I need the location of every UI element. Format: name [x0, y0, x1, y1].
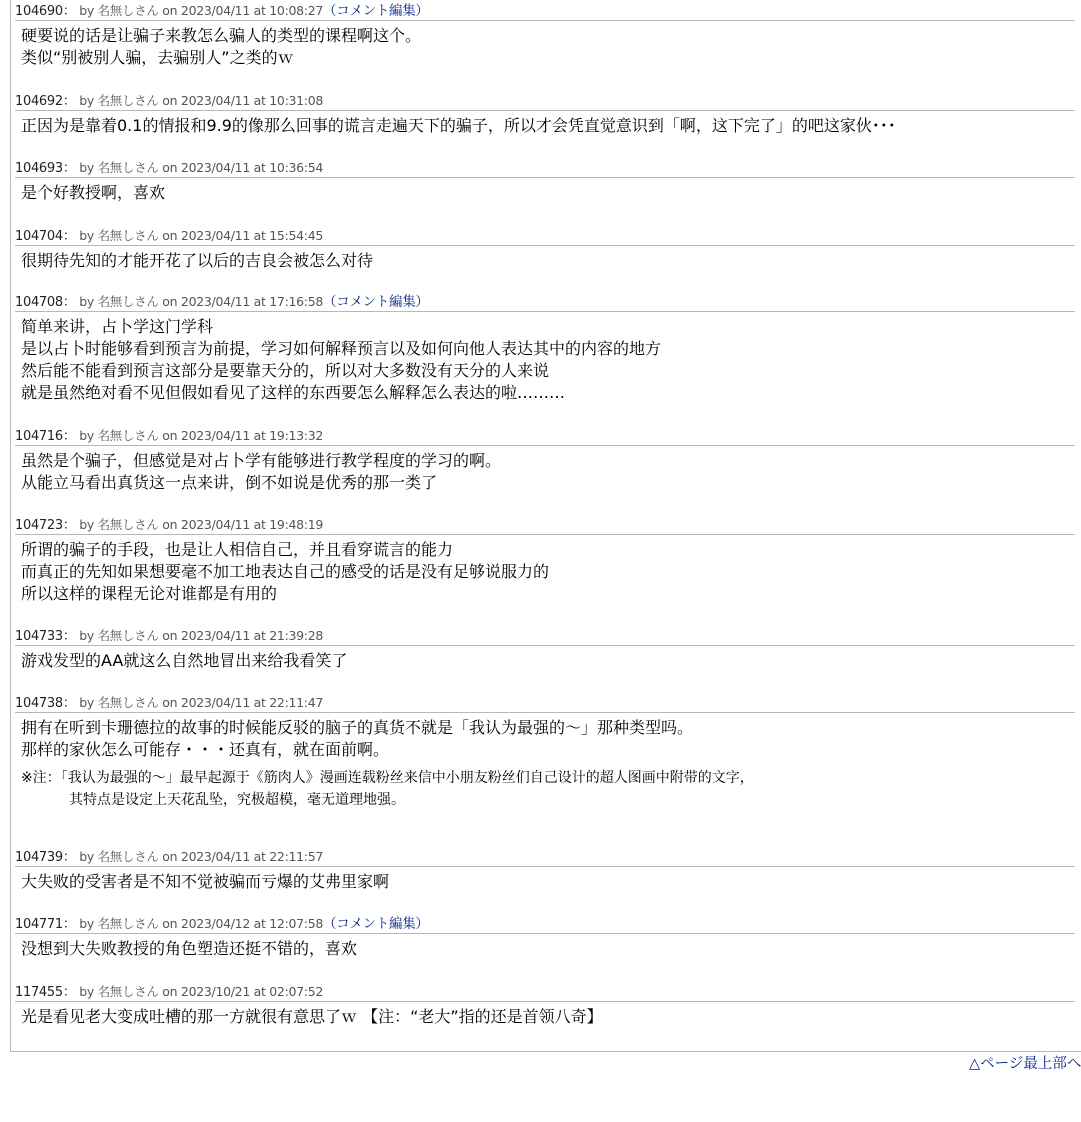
edit-comment-link[interactable]: （コメント編集） — [323, 3, 429, 19]
comment-line: 正因为是靠着0.1的情报和9.9的像那么回事的谎言走遍天下的骗子，所以才会凭直觉意识到「啊，这下完了」的吧这家伙･･･ — [21, 116, 896, 135]
comment-author-date: by 名無しさん on 2023/04/11 at 17:16:58 — [75, 294, 324, 309]
comment-author-date: by 名無しさん on 2023/10/21 at 02:07:52 — [75, 984, 324, 999]
comment-number: 117455： — [15, 985, 76, 1000]
comment-number: 104739： — [15, 850, 76, 865]
comment-line: 那样的家伙怎么可能存・・・还真有，就在面前啊。 — [21, 740, 390, 759]
comment-header — [15, 159, 1075, 178]
comment-header — [15, 516, 1075, 535]
comment-author-date: by 名無しさん on 2023/04/11 at 10:31:08 — [75, 93, 324, 108]
comment-header — [15, 983, 1075, 1002]
comment-body — [15, 713, 1075, 761]
comment-body — [15, 867, 1075, 893]
comment-number: 104708： — [15, 295, 76, 310]
comment-line: 很期待先知的才能开花了以后的吉良会被怎么对待 — [21, 251, 374, 270]
comment-line: 是个好教授啊，喜欢 — [21, 183, 166, 202]
edit-comment-link[interactable]: （コメント編集） — [323, 294, 429, 310]
comment-body — [15, 178, 1075, 204]
comment-body — [15, 934, 1075, 960]
comment-body — [15, 312, 1075, 404]
comment-author-date: by 名無しさん on 2023/04/11 at 22:11:47 — [75, 695, 324, 710]
note-line: 其特点是设定上天花乱坠，究极超模，毫无道理地强。 — [69, 792, 405, 808]
note-line: ※注：「我认为最强的～」最早起源于《筋肉人》漫画连载粉丝来信中小朋友粉丝们自己设计的超人图画中附带的文字， — [21, 770, 754, 786]
comment-header — [15, 694, 1075, 713]
comment-header — [15, 627, 1075, 646]
comment-author-date: by 名無しさん on 2023/04/11 at 10:36:54 — [75, 160, 324, 175]
comment-line: 是以占卜时能够看到预言为前提，学习如何解释预言以及如何向他人表达其中的内容的地方 — [21, 339, 662, 358]
edit-comment-link[interactable]: （コメント編集） — [323, 916, 429, 932]
comment-header — [15, 848, 1075, 867]
page-top-link[interactable]: △ページ最上部へ — [969, 1056, 1081, 1072]
comment-author-date: by 名無しさん on 2023/04/11 at 19:13:32 — [75, 428, 324, 443]
comment-line: 然后能不能看到预言这部分是要靠天分的，所以对大多数没有天分的人来说 — [21, 361, 550, 380]
comment-line: 拥有在听到卡珊德拉的故事的时候能反驳的脑子的真货不就是「我认为最强的～」那种类型吗。 — [21, 718, 694, 737]
translator-note — [15, 761, 1075, 811]
comment-item — [15, 694, 1075, 811]
comment-item — [15, 848, 1075, 893]
comment-author-date: by 名無しさん on 2023/04/11 at 10:08:27 — [75, 3, 324, 18]
comment-line: 光是看见老大变成吐槽的那一方就很有意思了ｗ 【注：“老大”指的还是首领八奇】 — [21, 1007, 603, 1026]
comment-author-date: by 名無しさん on 2023/04/11 at 19:48:19 — [75, 517, 324, 532]
comment-number: 104716： — [15, 429, 76, 444]
comment-line: 所谓的骗子的手段，也是让人相信自己，并且看穿谎言的能力 — [21, 540, 454, 559]
comment-number: 104738： — [15, 696, 76, 711]
comment-body — [15, 446, 1075, 494]
comment-line: 而真正的先知如果想要毫不加工地表达自己的感受的话是没有足够说服力的 — [21, 562, 550, 581]
comment-item — [15, 627, 1075, 672]
comment-body — [15, 21, 1075, 69]
comment-line: 所以这样的课程无论对谁都是有用的 — [21, 584, 278, 603]
comment-header — [15, 427, 1075, 446]
comment-author-date: by 名無しさん on 2023/04/12 at 12:07:58 — [75, 916, 324, 931]
comment-line: 从能立马看出真货这一点来讲，倒不如说是优秀的那一类了 — [21, 473, 438, 492]
comment-header — [15, 2, 1075, 21]
comment-line: 虽然是个骗子，但感觉是对占卜学有能够进行教学程度的学习的啊。 — [21, 451, 502, 470]
comment-line: 游戏发型的AA就这么自然地冒出来给我看笑了 — [21, 651, 348, 670]
comment-number: 104692： — [15, 94, 76, 109]
comment-line: 就是虽然绝对看不见但假如看见了这样的东西要怎么解释怎么表达的啦……… — [21, 383, 566, 402]
comment-header — [15, 915, 1075, 934]
comment-number: 104723： — [15, 518, 76, 533]
comment-number: 104704： — [15, 229, 76, 244]
comment-number: 104690： — [15, 4, 76, 19]
comment-item — [15, 427, 1075, 494]
comment-item — [15, 915, 1075, 960]
comment-line: 硬要说的话是让骗子来教怎么骗人的类型的课程啊这个。 — [21, 26, 422, 45]
comment-header — [15, 293, 1075, 312]
comment-number: 104771： — [15, 917, 76, 932]
comment-item — [15, 92, 1075, 137]
comment-item — [15, 159, 1075, 204]
comment-author-date: by 名無しさん on 2023/04/11 at 15:54:45 — [75, 228, 324, 243]
comment-header — [15, 227, 1075, 246]
comment-body — [15, 246, 1075, 272]
comment-item — [15, 293, 1075, 404]
comment-item — [15, 516, 1075, 605]
comment-item — [15, 227, 1075, 272]
comment-body — [15, 646, 1075, 672]
comment-line: 没想到大失败教授的角色塑造还挺不错的，喜欢 — [21, 939, 358, 958]
comment-line: 简单来讲，占卜学这门学科 — [21, 317, 214, 336]
comment-body — [15, 1002, 1075, 1028]
comment-body — [15, 535, 1075, 605]
comment-number: 104733： — [15, 629, 76, 644]
comment-author-date: by 名無しさん on 2023/04/11 at 22:11:57 — [75, 849, 324, 864]
comment-item — [15, 983, 1075, 1028]
comment-body — [15, 111, 1075, 137]
comment-author-date: by 名無しさん on 2023/04/11 at 21:39:28 — [75, 628, 324, 643]
comment-header — [15, 92, 1075, 111]
comment-line: 大失败的受害者是不知不觉被骗而亏爆的艾弗里家啊 — [21, 872, 390, 891]
comment-line: 类似“别被别人骗，去骗别人”之类的ｗ — [21, 48, 294, 67]
comment-number: 104693： — [15, 161, 76, 176]
comment-item — [15, 2, 1075, 69]
